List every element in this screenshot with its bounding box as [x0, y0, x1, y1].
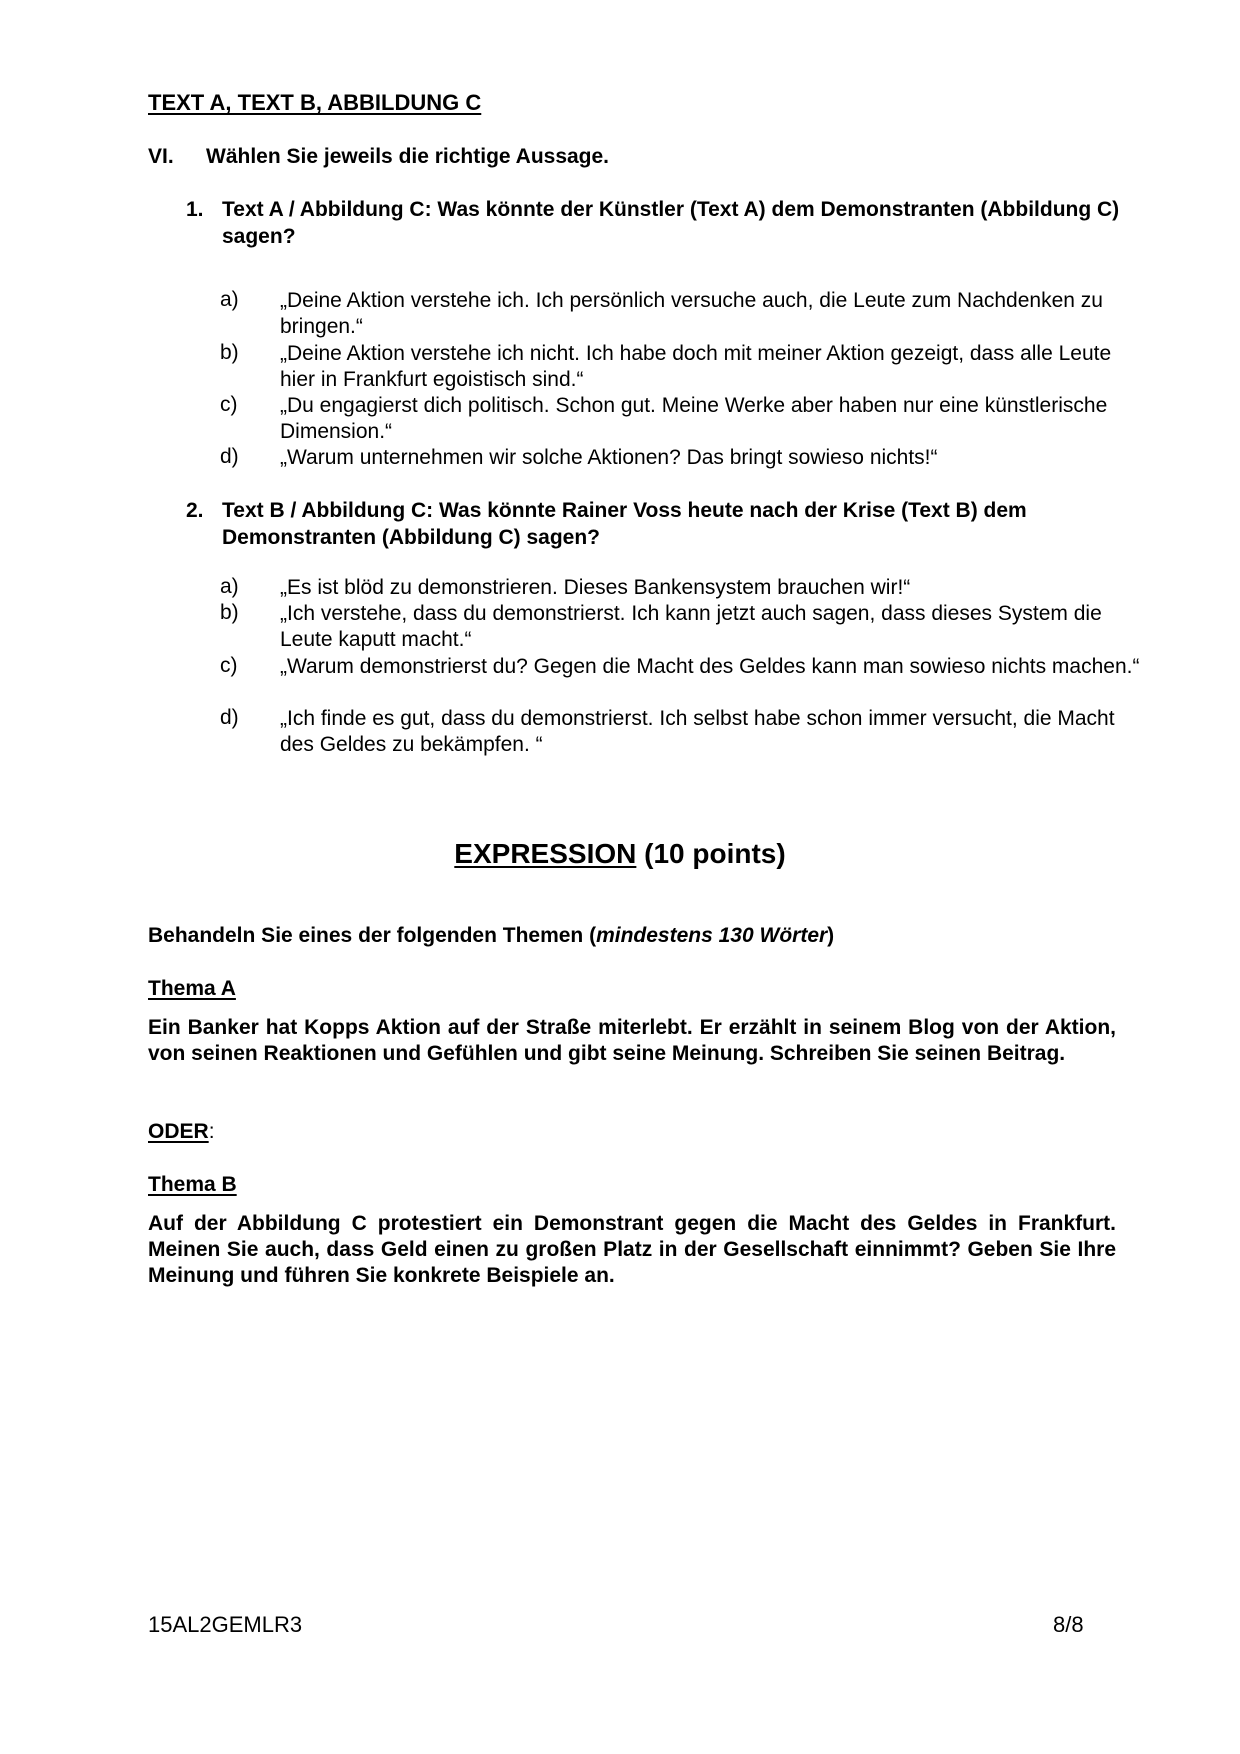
- oder-separator: [148, 1119, 1116, 1145]
- thema-b-label: Thema B: [148, 1173, 237, 1196]
- expression-title-word: EXPRESSION: [454, 838, 637, 869]
- option-1a: [220, 288, 1140, 348]
- option-text: „Du engagierst dich politisch. Schon gut. Meine Werke aber haben nur eine künstlerische Dimension.“: [280, 394, 1108, 443]
- option-label: d): [220, 445, 239, 468]
- section-heading: TEXT A, TEXT B, ABBILDUNG C: [148, 90, 482, 115]
- instruction-emphasis: mindestens 130 Wörter: [596, 924, 828, 947]
- option-1b: [220, 341, 1140, 401]
- option-label: a): [220, 575, 239, 598]
- thema-a-label: Thema A: [148, 977, 236, 1000]
- question-1-text: Text A / Abbildung C: Was könnte der Künstler (Text A) dem Demonstranten (Abbildung C) sagen?: [222, 198, 1120, 248]
- option-label: d): [220, 706, 239, 729]
- instruction-close: ): [827, 924, 835, 947]
- option-text: „Warum unternehmen wir solche Aktionen? Das bringt sowieso nichts!“: [280, 446, 938, 469]
- option-text: „Ich verstehe, dass du demonstrierst. Ich kann jetzt auch sagen, dass dieses System die Leute kaputt macht.“: [280, 602, 1102, 651]
- option-1d: [220, 445, 1140, 505]
- thema-a-text: Ein Banker hat Kopps Aktion auf der Straße miterlebt. Er erzählt in seinem Blog von der Aktion, von seinen Reaktionen und Gefühlen und gibt seine Meinung. Schreiben Sie seinen Beitrag.: [148, 1016, 1116, 1065]
- expression-title: [0, 838, 1240, 870]
- option-text: „Deine Aktion verstehe ich. Ich persönlich versuche auch, die Leute zum Nachdenken zu bringen.“: [280, 289, 1103, 338]
- oder-colon: :: [208, 1120, 215, 1143]
- expression-instruction: [148, 923, 1116, 949]
- option-label: b): [220, 601, 239, 624]
- option-text: „Es ist blöd zu demonstrieren. Dieses Bankensystem brauchen wir!“: [280, 576, 911, 599]
- option-2c: [220, 654, 1140, 714]
- question-2-number: 2.: [186, 499, 204, 522]
- question-2-text: Text B / Abbildung C: Was könnte Rainer Voss heute nach der Krise (Text B) dem Demonstranten (Abbildung C) sagen?: [222, 499, 1027, 549]
- option-text: „Ich finde es gut, dass du demonstrierst. Ich selbst habe schon immer versucht, die Macht des Geldes zu bekämpfen. “: [280, 707, 1115, 756]
- footer-page-number: 8/8: [1053, 1612, 1084, 1637]
- part-number: VI.: [148, 145, 174, 168]
- option-text: „Deine Aktion verstehe ich nicht. Ich habe doch mit meiner Aktion gezeigt, dass alle Leute hier in Frankfurt egoistisch sind.“: [280, 342, 1112, 391]
- option-label: b): [220, 341, 239, 364]
- thema-b-text: Auf der Abbildung C protestiert ein Demonstrant gegen die Macht des Geldes in Frankfurt. Meinen Sie auch, dass Geld einen zu großen Platz in der Gesellschaft einnimmt? Geben Sie Ihre Meinung und führen Sie konkrete Beispiele an.: [148, 1212, 1116, 1287]
- expression-points: (10 points): [636, 838, 786, 869]
- part-instruction: Wählen Sie jeweils die richtige Aussage.: [206, 145, 610, 168]
- option-2d: [220, 706, 1140, 766]
- option-label: c): [220, 654, 238, 677]
- instruction-text: Behandeln Sie eines der folgenden Themen (: [148, 924, 597, 947]
- option-text: „Warum demonstrierst du? Gegen die Macht des Geldes kann man sowieso nichts machen.“: [280, 655, 1140, 678]
- option-1c: [220, 393, 1140, 453]
- option-label: c): [220, 393, 238, 416]
- option-label: a): [220, 288, 239, 311]
- oder-label: ODER: [148, 1120, 209, 1143]
- footer-code: 15AL2GEMLR3: [148, 1612, 303, 1637]
- option-2b: [220, 601, 1140, 661]
- question-1-number: 1.: [186, 198, 204, 221]
